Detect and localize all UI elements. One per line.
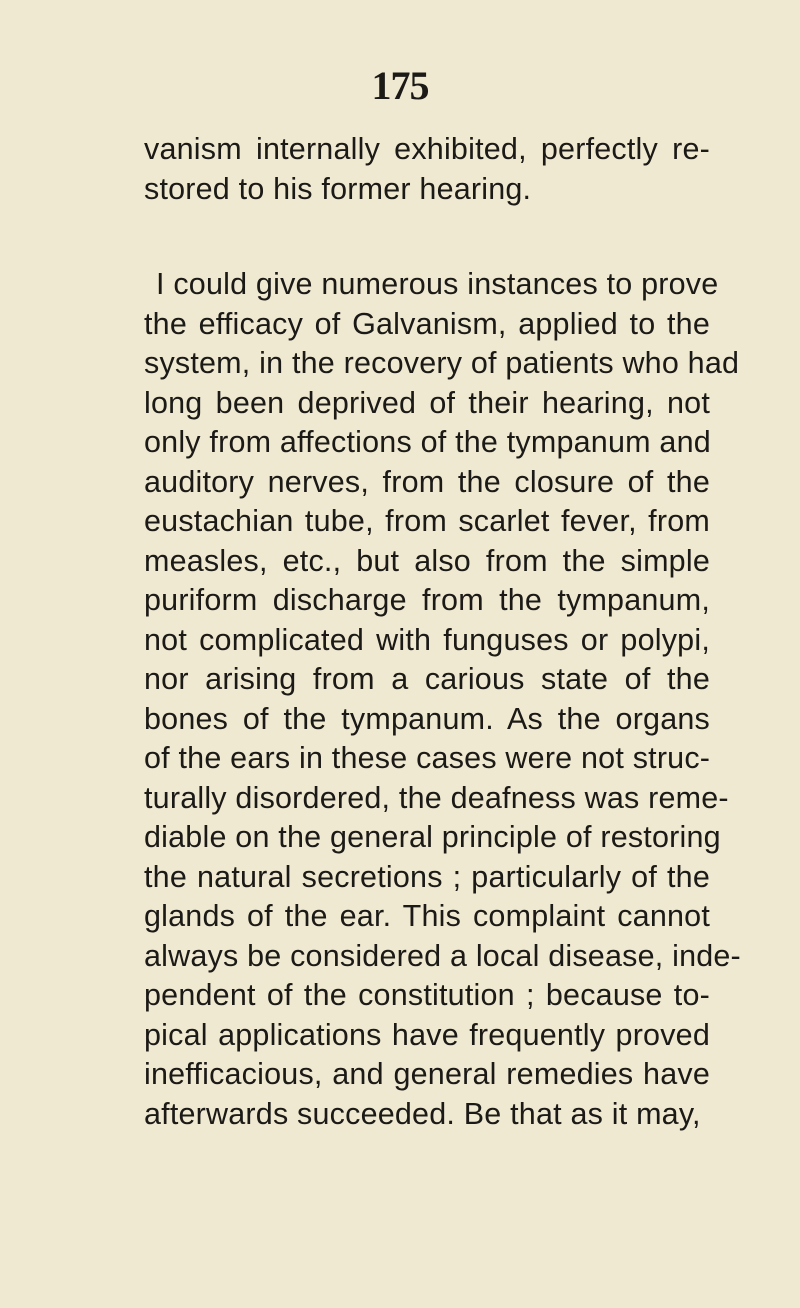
text-line: long been deprived of their hearing, not (144, 385, 710, 420)
text-line: auditory nerves, from the closure of the (144, 464, 710, 499)
text-line: nor arising from a carious state of the (144, 662, 710, 696)
paragraph-galvanism (144, 265, 741, 1134)
text-line: not complicated with funguses or polypi, (144, 622, 710, 657)
text-line: the natural secretions ; particularly of the (144, 859, 710, 894)
text-line: measles, etc., but also from the simple (144, 543, 710, 578)
text-line: the efficacy of Galvanism, applied to the (144, 306, 710, 341)
text-line: stored to his former hearing. (144, 171, 532, 206)
text-line: afterwards succeeded. Be that as it may, (144, 1096, 701, 1131)
text-line: always be considered a local disease, inde- (144, 938, 741, 973)
text-line: glands of the ear. This complaint cannot (144, 899, 710, 933)
text-line: inefficacious, and general remedies have (144, 1057, 710, 1091)
text-line: bones of the tympanum. As the organs (144, 701, 710, 736)
text-line: pical applications have frequently proved (144, 1017, 710, 1052)
text-line: vanism internally exhibited, perfectly re- (144, 132, 710, 166)
paragraph-continuation (144, 130, 710, 209)
text-line: pendent of the constitution ; because to- (144, 978, 710, 1012)
page-number: 175 (371, 63, 429, 108)
text-line: eustachian tube, from scarlet fever, from (144, 504, 710, 538)
text-line: I could give numerous instances to prove (156, 267, 719, 301)
text-line: only from affections of the tympanum and (144, 425, 711, 459)
text-line: system, in the recovery of patients who had (144, 346, 740, 380)
text-line: turally disordered, the deafness was reme- (144, 780, 729, 815)
text-line: diable on the general principle of restoring (144, 820, 721, 854)
text-line: of the ears in these cases were not struc- (144, 741, 711, 775)
text-line: puriform discharge from the tympanum, (144, 583, 710, 617)
